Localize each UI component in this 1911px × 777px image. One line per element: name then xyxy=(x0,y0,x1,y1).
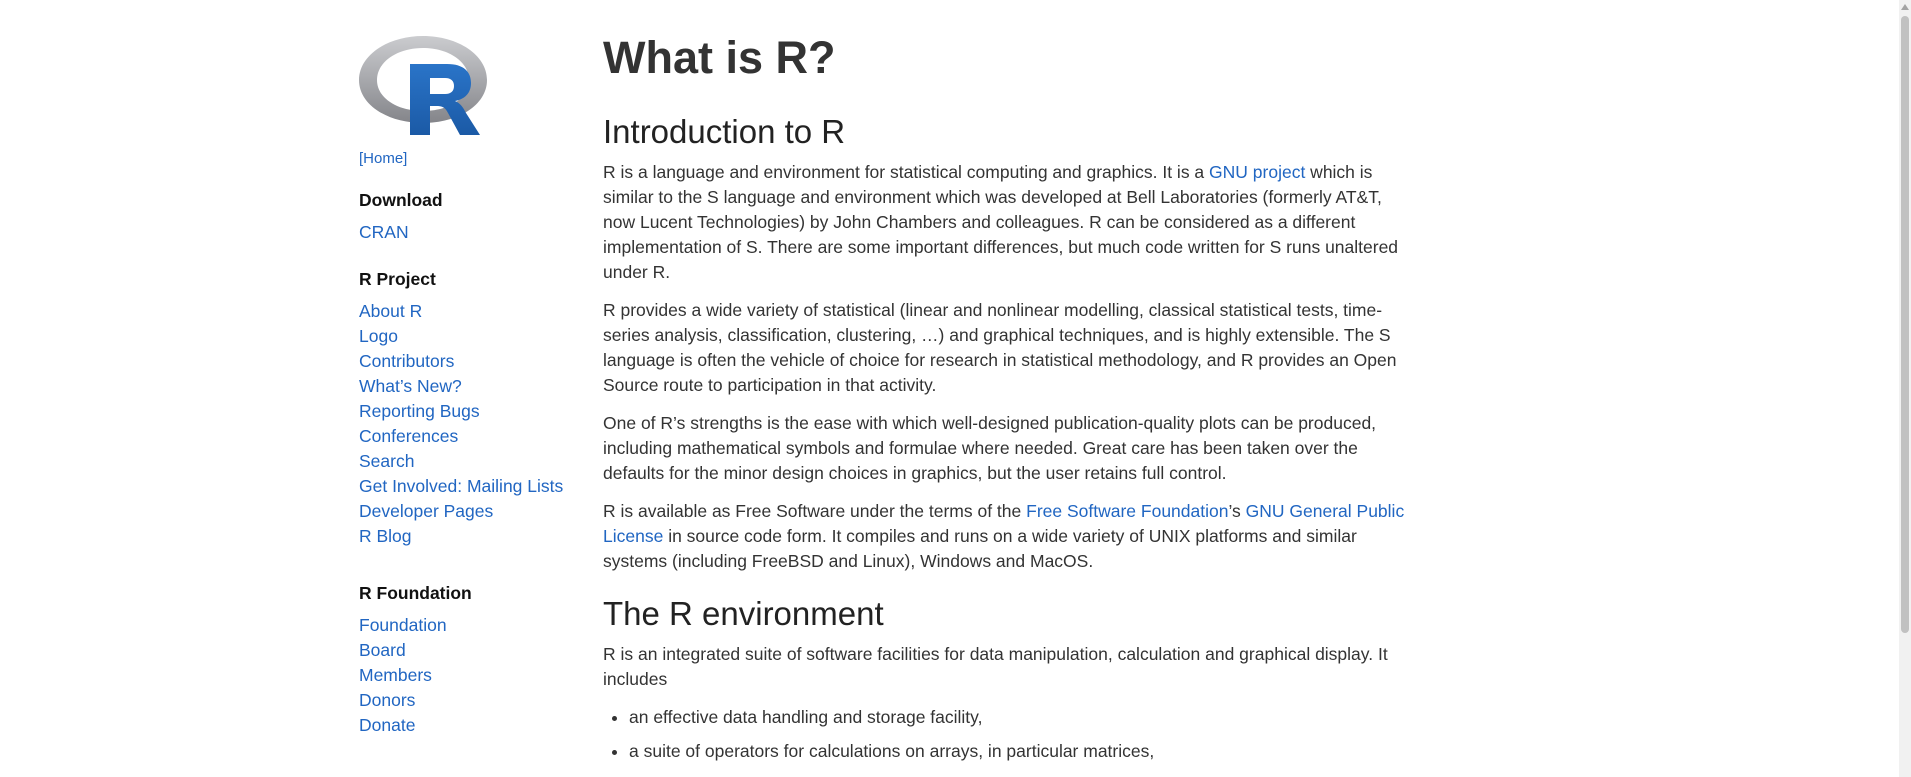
intro-paragraph-2: R provides a wide variety of statistical (linear and nonlinear modelling, classical statistical tests, time-series analysis, classification, clustering, …) and graphical techniques, and is highly extensible. The S language is often the vehicle of choice for research in statistical methodology, and R provides an Open Source route to participation in that activity. xyxy=(603,300,1397,395)
nav-link-board[interactable]: Board xyxy=(359,640,406,660)
nav-link-cran[interactable]: CRAN xyxy=(359,222,409,242)
nav-link-mailing-lists[interactable]: Get Involved: Mailing Lists xyxy=(359,476,564,496)
nav-link-developer-pages[interactable]: Developer Pages xyxy=(359,501,494,521)
home-link[interactable]: [Home] xyxy=(359,150,408,167)
intro-paragraph-3: One of R’s strengths is the ease with which well-designed publication-quality plots can be produced, including mathematical symbols and formulae where needed. Great care has been taken over the defaults for the minor design choices in graphics, but the user retains full control. xyxy=(603,413,1377,483)
feature-list xyxy=(603,705,1408,764)
intro-paragraph-4 xyxy=(603,499,1408,574)
scrollbar-thumb[interactable] xyxy=(1901,16,1909,633)
list-item: • an effective data handling and storage facility, xyxy=(629,705,1408,730)
nav-link-about-r[interactable]: About R xyxy=(359,301,423,321)
nav-link-search[interactable]: Search xyxy=(359,451,415,471)
r-foundation-section xyxy=(359,582,569,738)
intro-p1-text-start: R is a language and environment for statistical computing and graphics. It is a xyxy=(603,162,1210,182)
nav-link-contributors[interactable]: Contributors xyxy=(359,351,455,371)
gnu-project-link[interactable]: GNU project xyxy=(1209,162,1306,182)
main-content xyxy=(603,30,1408,773)
nav-link-foundation[interactable]: Foundation xyxy=(359,615,447,635)
page-title: What is R? xyxy=(603,32,836,83)
nav-link-members[interactable]: Members xyxy=(359,665,432,685)
nav-link-reporting-bugs[interactable]: Reporting Bugs xyxy=(359,401,480,421)
nav-link-r-blog[interactable]: R Blog xyxy=(359,526,412,546)
download-section xyxy=(359,189,569,245)
intro-p4-text-start: R is available as Free Software under the terms of the xyxy=(603,501,1027,521)
nav-link-donors[interactable]: Donors xyxy=(359,690,416,710)
scroll-up-arrow-icon[interactable] xyxy=(1901,4,1909,10)
nav-link-conferences[interactable]: Conferences xyxy=(359,426,459,446)
nav-link-donate[interactable]: Donate xyxy=(359,715,416,735)
gnu-gpl-link[interactable]: GNU General Public License xyxy=(603,501,1405,546)
r-environment-heading: The R environment xyxy=(603,595,884,632)
free-software-foundation-link[interactable]: Free Software Foundation xyxy=(1026,501,1229,521)
introduction-heading: Introduction to R xyxy=(603,113,846,150)
intro-p1-text-end: which is similar to the S language and environment which was developed at Bell Laboratories (formerly AT&T, now Lucent Technologies) by John Chambers and colleagues. R can be considered as a different implementation of S. There are some important differences, but much code written for S runs unaltered under R. xyxy=(603,162,1399,282)
r-project-section xyxy=(359,268,569,549)
intro-paragraph-1 xyxy=(603,160,1408,285)
list-item: • a suite of operators for calculations on arrays, in particular matrices, xyxy=(629,739,1408,764)
environment-paragraph: R is an integrated suite of software facilities for data manipulation, calculation and graphical display. It includes xyxy=(603,644,1388,689)
download-heading: Download xyxy=(359,190,443,210)
nav-link-logo[interactable]: Logo xyxy=(359,326,398,346)
intro-p4-text-middle: ’s xyxy=(1228,501,1246,521)
nav-link-whats-new[interactable]: What’s New? xyxy=(359,376,462,396)
sidebar xyxy=(359,34,569,738)
r-project-heading: R Project xyxy=(359,269,436,289)
r-foundation-heading: R Foundation xyxy=(359,583,472,603)
r-logo[interactable] xyxy=(359,34,487,135)
r-logo-icon xyxy=(359,34,487,135)
intro-p4-text-end: in source code form. It compiles and runs on a wide variety of UNIX platforms and similar systems (including FreeBSD and Linux), Windows and MacOS. xyxy=(603,526,1357,571)
vertical-scrollbar[interactable] xyxy=(1899,0,1911,777)
